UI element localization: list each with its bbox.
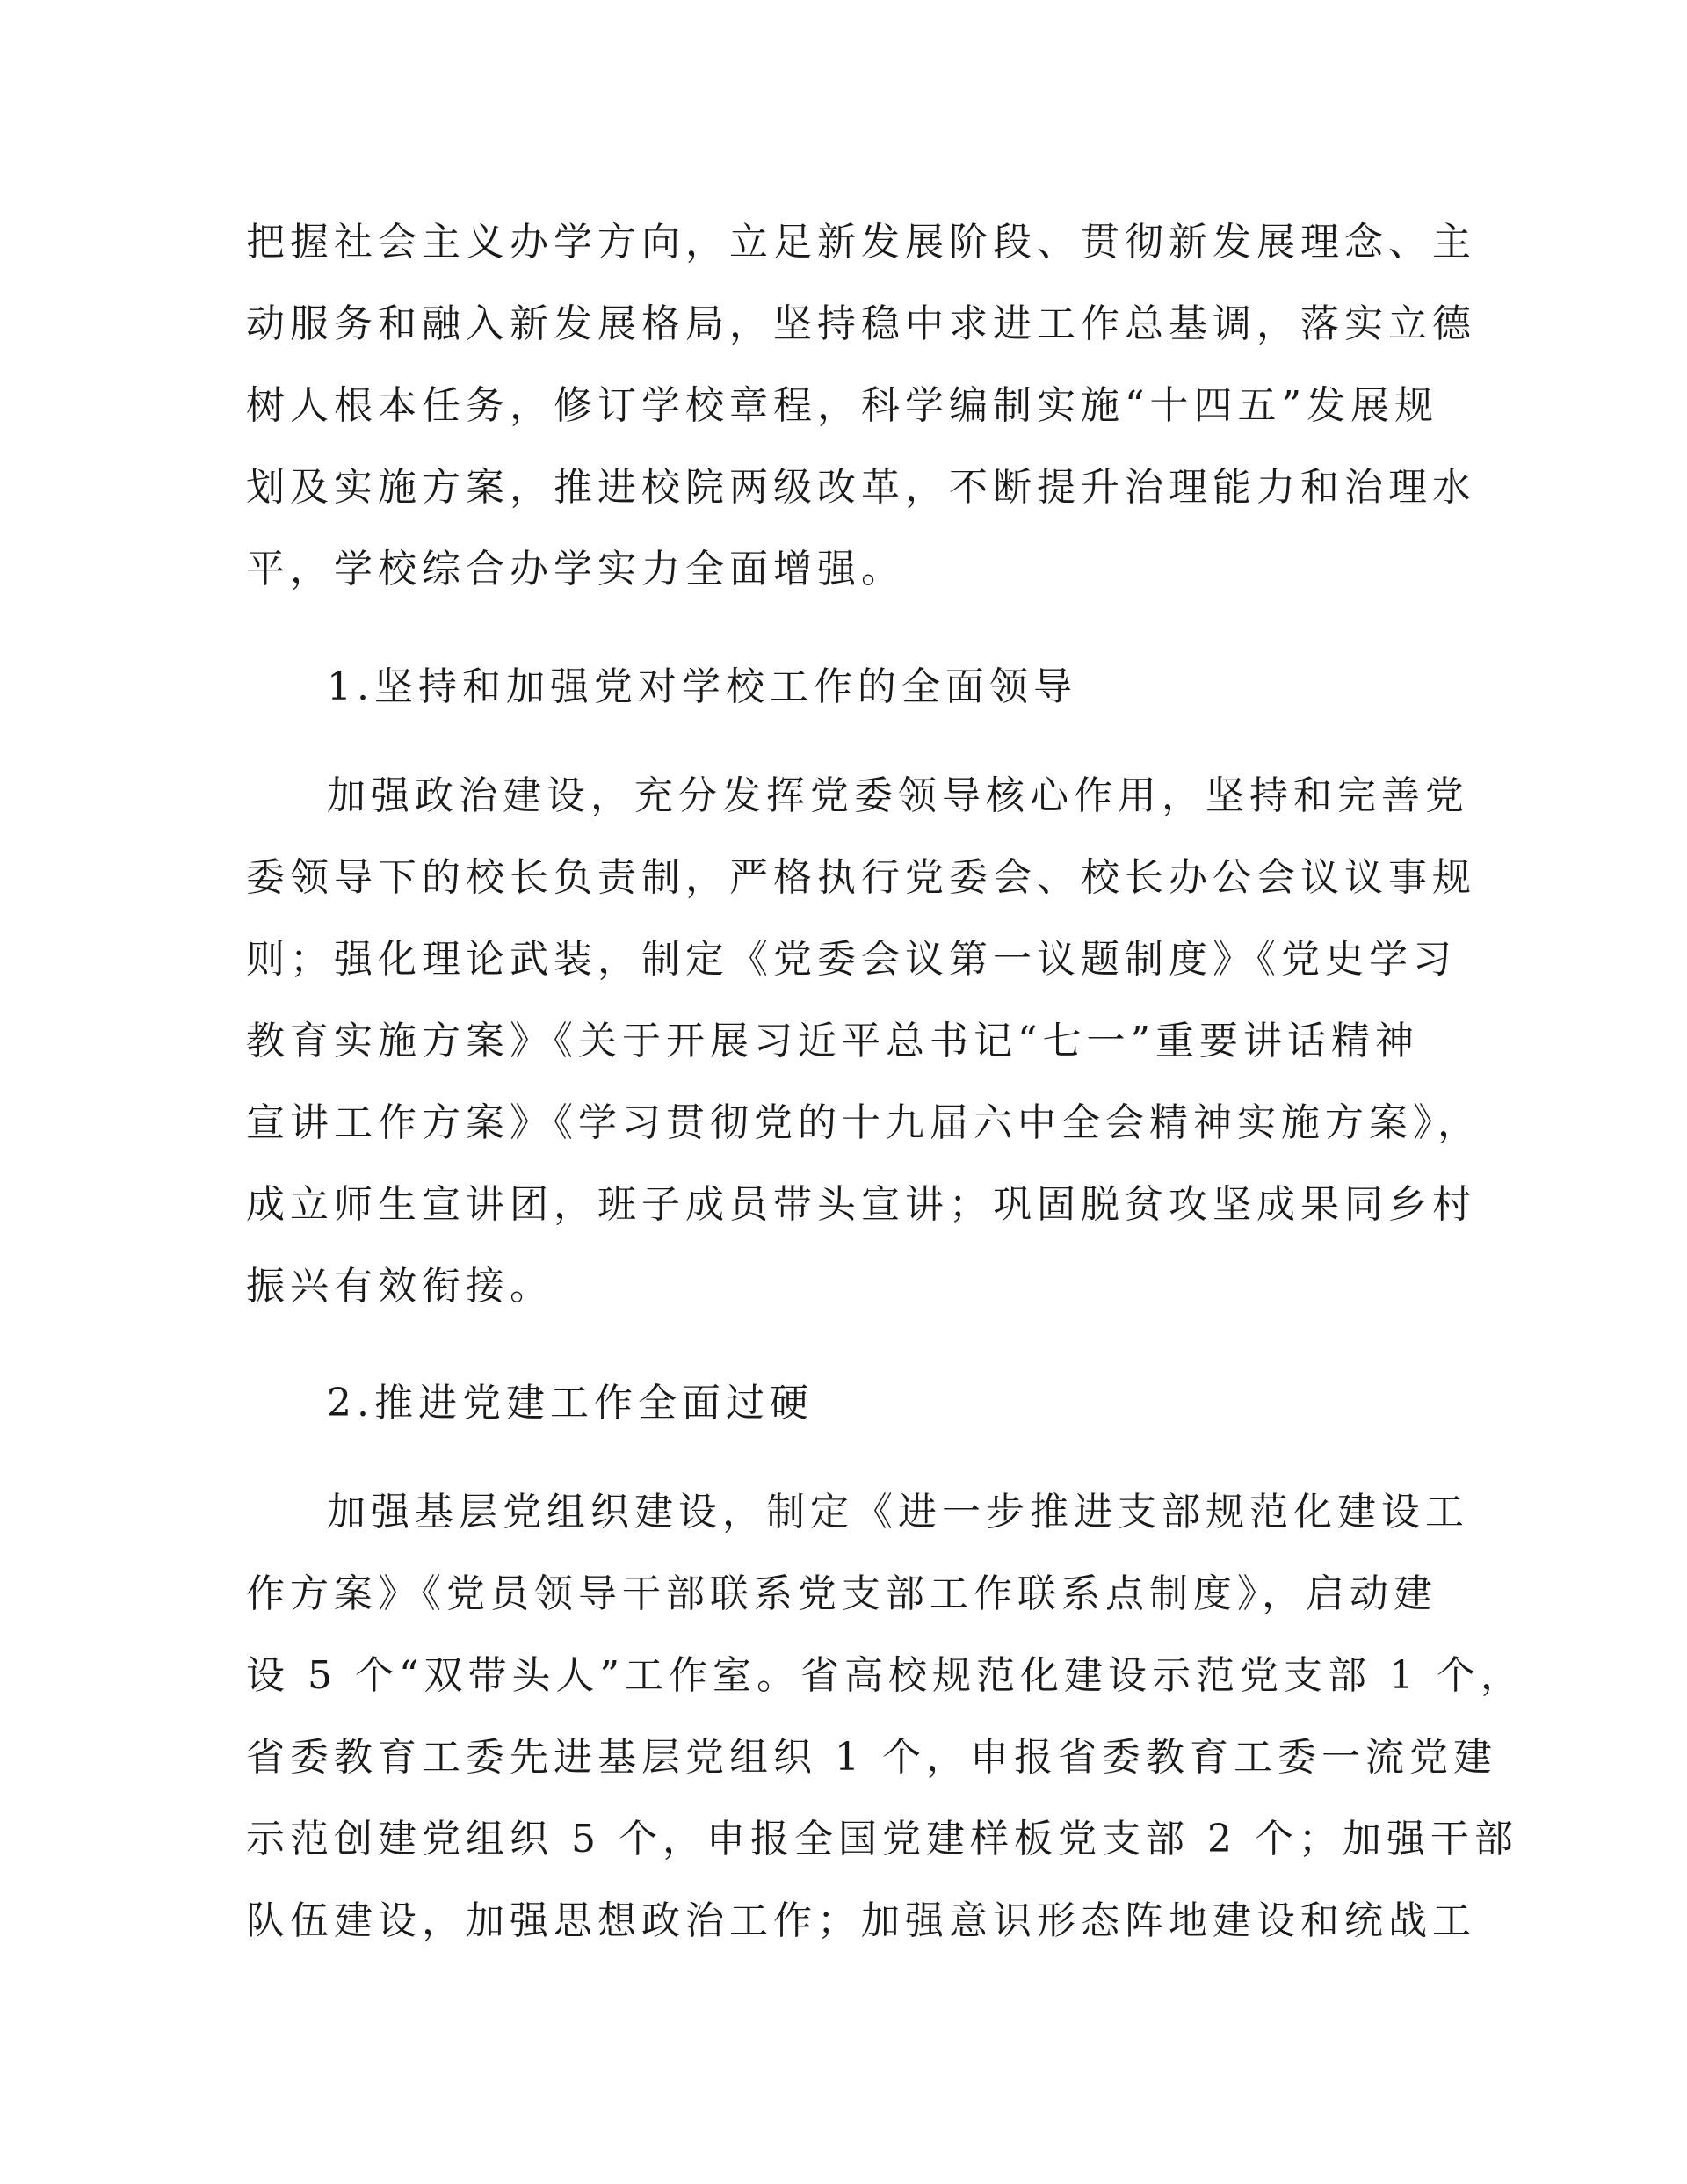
section-heading: 1.坚持和加强党对学校工作的全面领导	[327, 664, 1077, 709]
paragraph-line: 作方案》《党员领导干部联系党支部工作联系点制度》，启动建	[246, 1571, 1437, 1616]
paragraph-line: 成立师生宣讲团，班子成员带头宣讲；巩固脱贫攻坚成果同乡村	[246, 1182, 1476, 1227]
paragraph-line: 教育实施方案》《关于开展习近平总书记“七一”重要讲话精神	[246, 1019, 1419, 1063]
paragraph-line: 省委教育工委先进基层党组织 1 个，申报省委教育工委一流党建	[246, 1735, 1497, 1780]
paragraph-line: 划及实施方案，推进校院两级改革，不断提升治理能力和治理水	[246, 465, 1476, 510]
paragraph-line: 把握社会主义办学方向，立足新发展阶段、贯彻新发展理念、主	[246, 220, 1476, 265]
paragraph-line: 动服务和融入新发展格局，坚持稳中求进工作总基调，落实立德	[246, 301, 1476, 346]
paragraph-line: 则；强化理论武装，制定《党委会议第一议题制度》《党史学习	[246, 937, 1457, 982]
paragraph-line: 振兴有效衔接。	[246, 1264, 554, 1309]
paragraph-line: 示范创建党组织 5 个，申报全国党建样板党支部 2 个；加强干部	[246, 1817, 1518, 1861]
section-heading: 2.推进党建工作全面过硬	[327, 1381, 814, 1426]
paragraph-line: 加强政治建设，充分发挥党委领导核心作用，坚持和完善党	[327, 773, 1469, 818]
paragraph-line: 加强基层党组织建设，制定《进一步推进支部规范化建设工	[327, 1490, 1469, 1535]
paragraph-line: 平，学校综合办学实力全面增强。	[246, 547, 905, 591]
paragraph-line: 宣讲工作方案》《学习贯彻党的十九届六中全会精神实施方案》，	[246, 1100, 1481, 1145]
paragraph-line: 队伍建设，加强思想政治工作；加强意识形态阵地建设和统战工	[246, 1898, 1476, 1943]
paragraph-line: 委领导下的校长负责制，严格执行党委会、校长办公会议议事规	[246, 855, 1476, 900]
paragraph-line: 树人根本任务，修订学校章程，科学编制实施“十四五”发展规	[246, 383, 1438, 428]
paragraph-line: 设 5 个“双带头人”工作室。省高校规范化建设示范党支部 1 个，	[246, 1653, 1524, 1698]
